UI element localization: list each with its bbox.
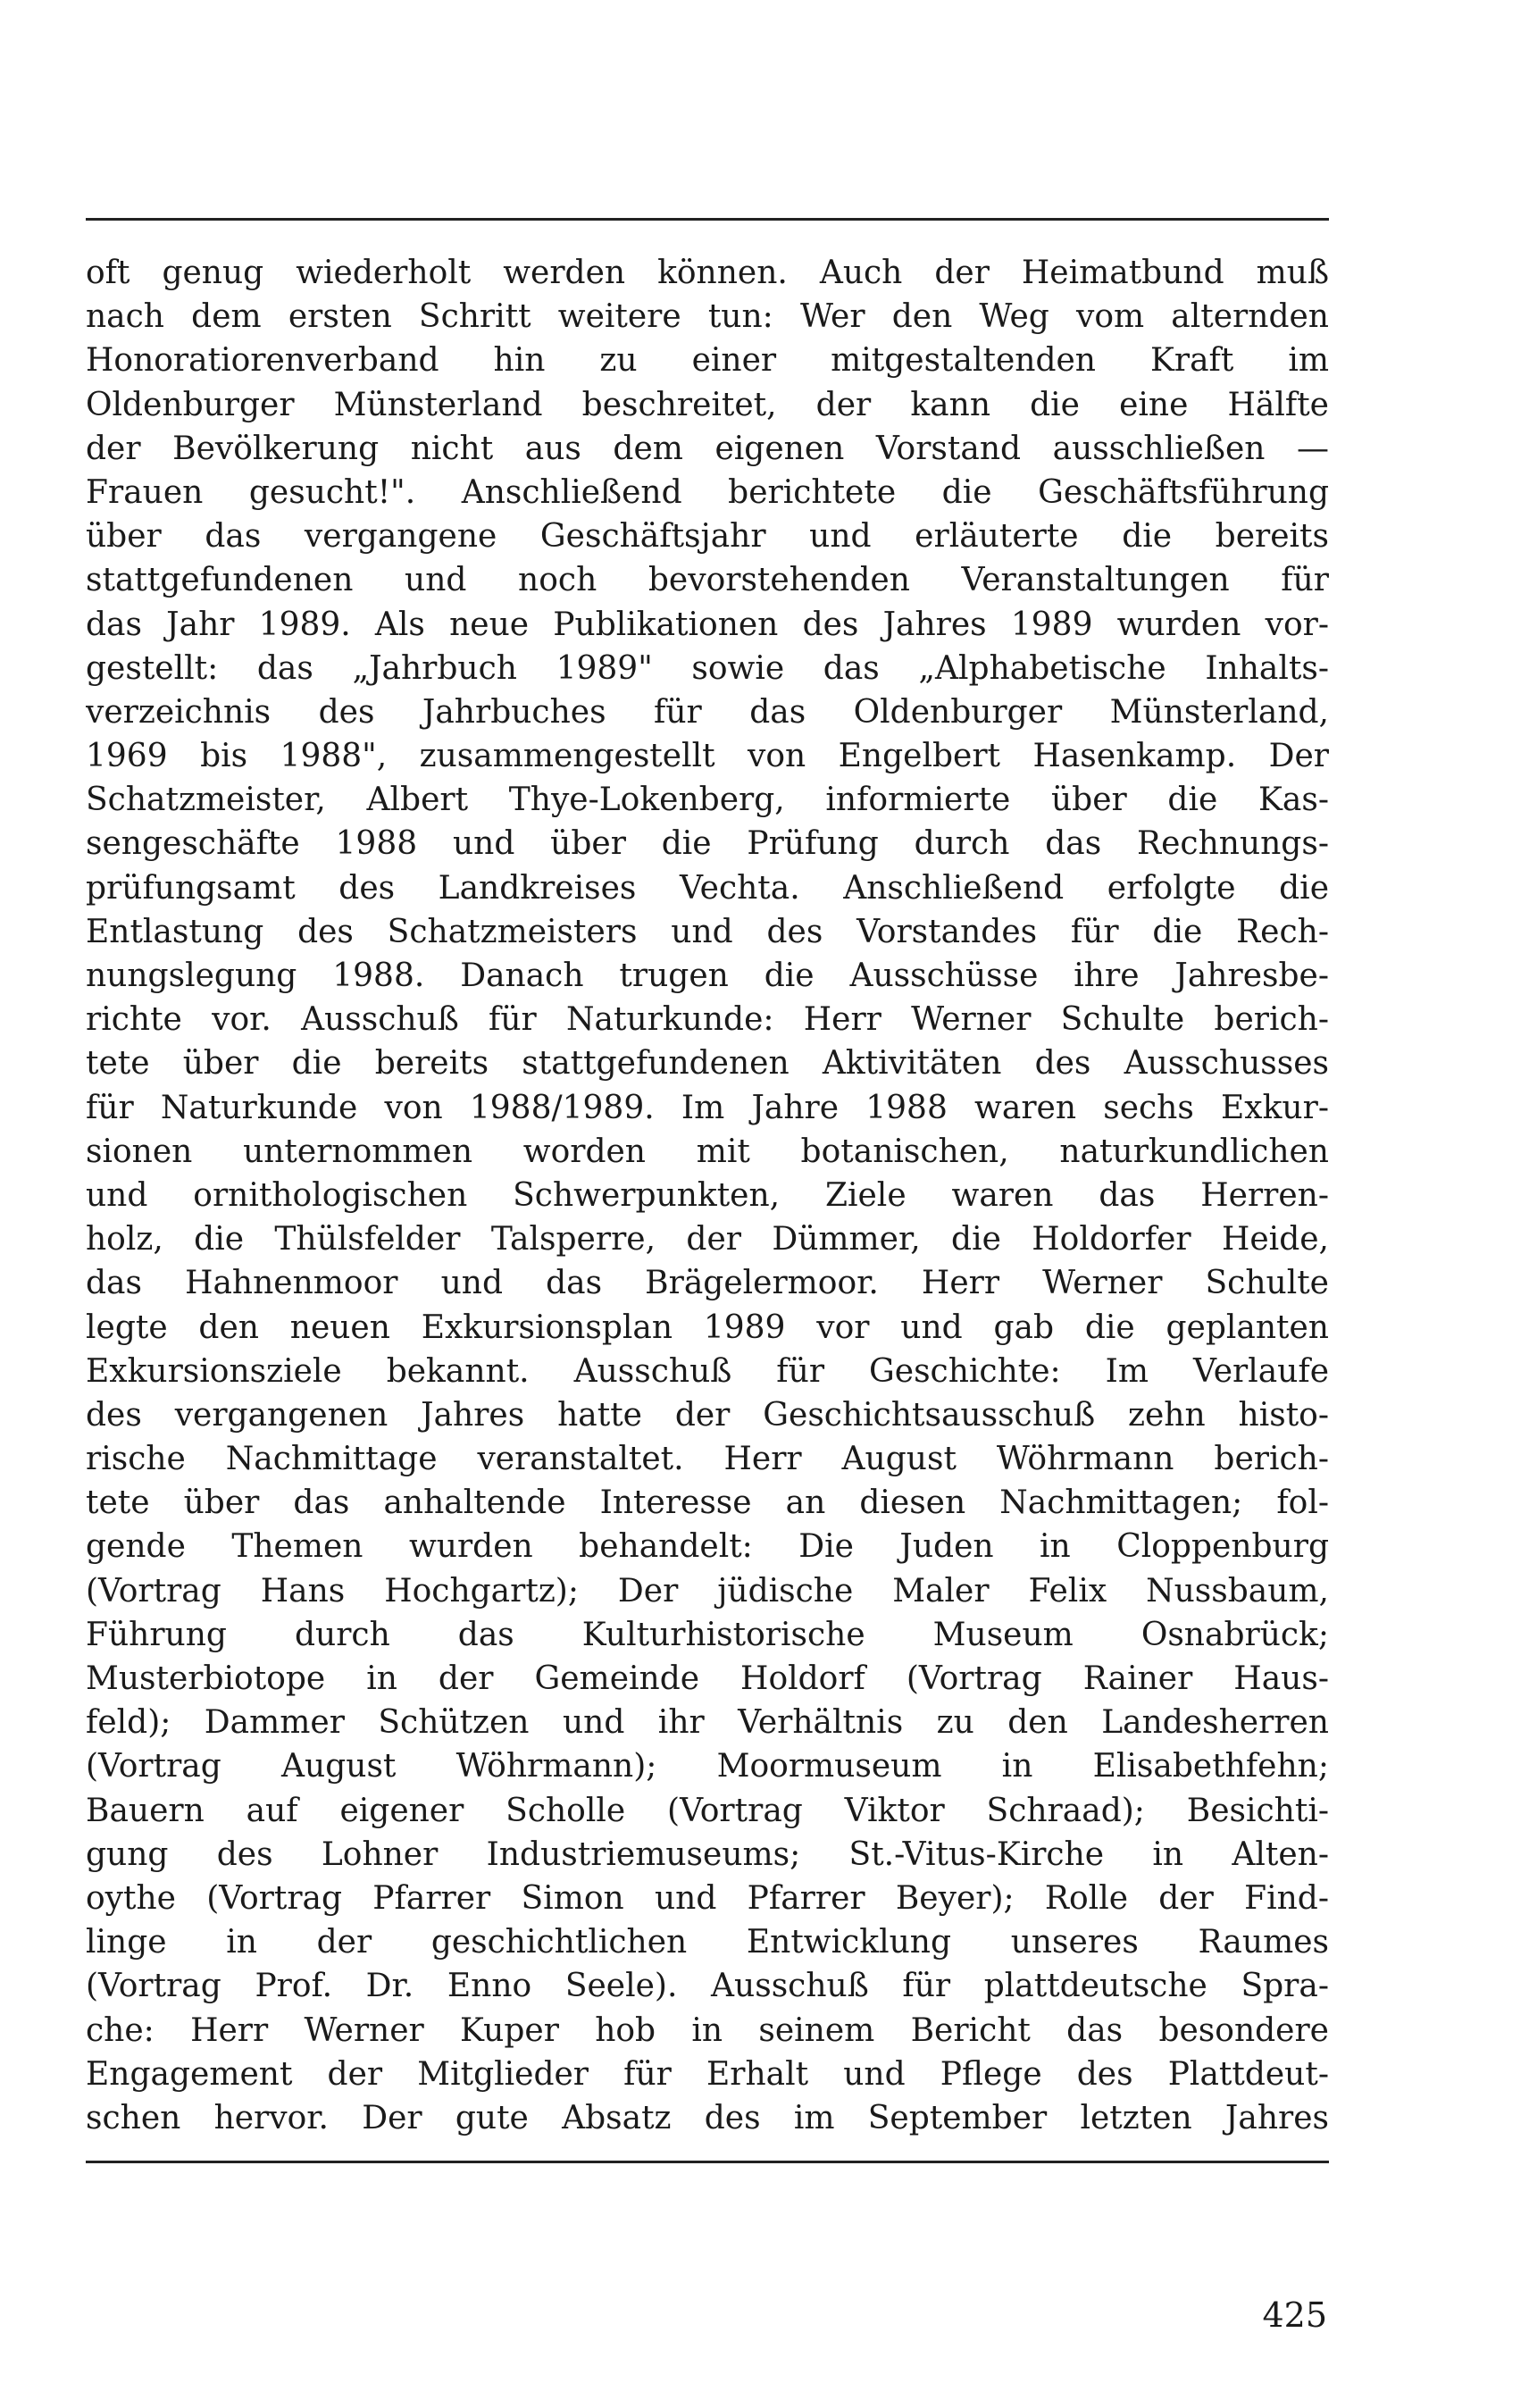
text-line: gung des Lohner Industriemuseums; St.-Vitus-Kirche in Alten- (86, 1835, 1329, 1873)
text-line: verzeichnis des Jahrbuches für das Oldenburger Münsterland, (86, 693, 1329, 731)
text-line: der Bevölkerung nicht aus dem eigenen Vorstand ausschließen — (86, 430, 1329, 467)
text-line: holz, die Thülsfelder Talsperre, der Dümmer, die Holdorfer Heide, (86, 1221, 1329, 1258)
text-line: Führung durch das Kulturhistorische Museum Osnabrück; (86, 1616, 1329, 1653)
text-line: tete über das anhaltende Interesse an diesen Nachmittagen; fol- (86, 1484, 1329, 1522)
text-line: Entlastung des Schatzmeisters und des Vorstandes für die Rech- (86, 913, 1329, 950)
text-line: nungslegung 1988. Danach trugen die Ausschüsse ihre Jahresbe- (86, 957, 1329, 994)
bottom-rule (86, 2161, 1329, 2163)
text-line: (Vortrag August Wöhrmann); Moormuseum in Elisabethfehn; (86, 1748, 1329, 1785)
text-line: rische Nachmittage veranstaltet. Herr August Wöhrmann berich- (86, 1441, 1329, 1478)
top-rule (86, 218, 1329, 221)
text-line: Exkursionsziele bekannt. Ausschuß für Geschichte: Im Verlaufe (86, 1352, 1329, 1390)
text-line: (Vortrag Prof. Dr. Enno Seele). Ausschuß für plattdeutsche Spra- (86, 1968, 1329, 2005)
text-line: Honoratiorenverband hin zu einer mitgestaltenden Kraft im (86, 342, 1329, 380)
text-line: Bauern auf eigener Scholle (Vortrag Viktor Schraad); Besichti- (86, 1792, 1329, 1829)
text-line: legte den neuen Exkursionsplan 1989 vor und gab die geplanten (86, 1309, 1329, 1346)
text-line: über das vergangene Geschäftsjahr und erläuterte die bereits (86, 518, 1329, 556)
text-line: des vergangenen Jahres hatte der Geschichtsausschuß zehn histo- (86, 1396, 1329, 1434)
page-number: 425 (1262, 2295, 1327, 2335)
text-line: oft genug wiederholt werden können. Auch der Heimatbund muß (86, 255, 1329, 291)
text-line: oythe (Vortrag Pfarrer Simon und Pfarrer Beyer); Rolle der Find- (86, 1879, 1329, 1917)
text-line: Oldenburger Münsterland beschreitet, der kann die eine Hälfte (86, 386, 1329, 423)
text-line: (Vortrag Hans Hochgartz); Der jüdische Maler Felix Nussbaum, (86, 1572, 1329, 1610)
text-line: nach dem ersten Schritt weitere tun: Wer den Weg vom alternden (86, 298, 1329, 336)
text-line: Frauen gesucht!". Anschließend berichtete die Geschäftsführung (86, 473, 1329, 511)
text-line: sengeschäfte 1988 und über die Prüfung durch das Rechnungs- (86, 825, 1329, 863)
text-line: gende Themen wurden behandelt: Die Juden in Cloppenburg (86, 1528, 1329, 1566)
text-line: richte vor. Ausschuß für Naturkunde: Herr Werner Schulte berich- (86, 1001, 1329, 1039)
text-line: tete über die bereits stattgefundenen Aktivitäten des Ausschusses (86, 1045, 1329, 1083)
text-line: feld); Dammer Schützen und ihr Verhältnis zu den Landesherren (86, 1704, 1329, 1742)
text-line: linge in der geschichtlichen Entwicklung unseres Raumes (86, 1924, 1329, 1961)
text-line: Schatzmeister, Albert Thye-Lokenberg, informierte über die Kas- (86, 782, 1329, 819)
body-text (86, 251, 1329, 2140)
text-line: Musterbiotope in der Gemeinde Holdorf (Vortrag Rainer Haus- (86, 1660, 1329, 1697)
text-line: gestellt: das „Jahrbuch 1989" sowie das „Alphabetische Inhalts- (86, 649, 1329, 687)
text-line: stattgefundenen und noch bevorstehenden Veranstaltungen für (86, 562, 1329, 599)
text-line: und ornithologischen Schwerpunkten, Ziele waren das Herren- (86, 1176, 1329, 1214)
text-line: Engagement der Mitglieder für Erhalt und Pflege des Plattdeut- (86, 2055, 1329, 2093)
text-line: 1969 bis 1988", zusammengestellt von Engelbert Hasenkamp. Der (86, 738, 1329, 775)
text-line: sionen unternommen worden mit botanischen, naturkundlichen (86, 1133, 1329, 1170)
text-line: das Hahnenmoor und das Brägelermoor. Herr Werner Schulte (86, 1265, 1329, 1302)
text-line: das Jahr 1989. Als neue Publikationen des Jahres 1989 wurden vor- (86, 606, 1329, 643)
text-line: schen hervor. Der gute Absatz des im September letzten Jahres (86, 2099, 1329, 2136)
text-line: prüfungsamt des Landkreises Vechta. Anschließend erfolgte die (86, 869, 1329, 907)
text-line: che: Herr Werner Kuper hob in seinem Bericht das besondere (86, 2011, 1329, 2049)
text-line: für Naturkunde von 1988/1989. Im Jahre 1988 waren sechs Exkur- (86, 1089, 1329, 1126)
